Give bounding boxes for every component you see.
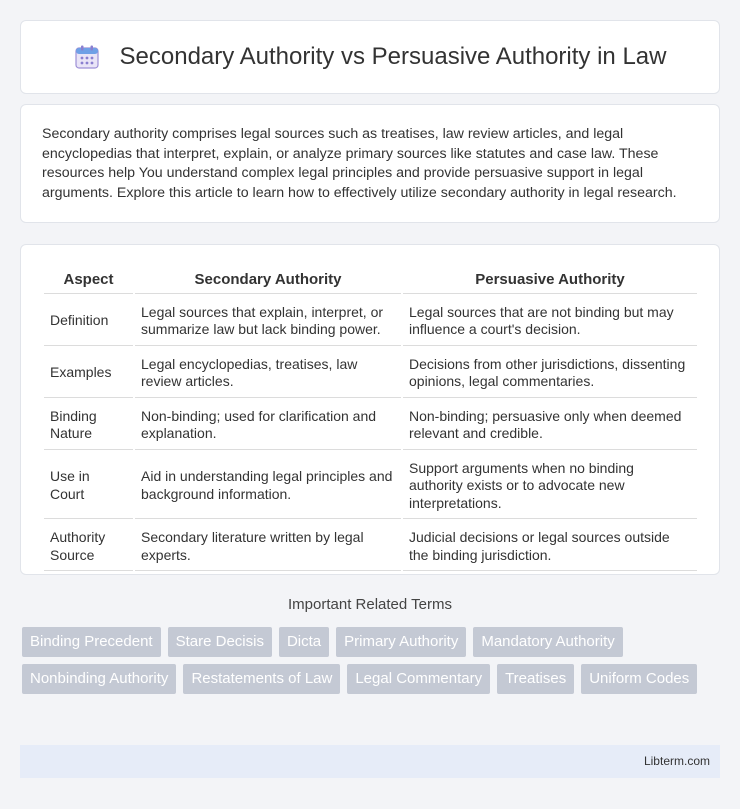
header-card [20,20,720,94]
comparison-table-card [20,244,720,575]
row-aspect: Use in Court [44,452,133,520]
row-secondary: Aid in understanding legal principles and background information. [135,452,401,520]
row-aspect: Binding Nature [44,400,133,450]
related-terms-tags [22,627,722,701]
tag-uniform-codes[interactable]: Uniform Codes [581,664,697,694]
intro-card [20,104,720,223]
row-secondary: Legal sources that explain, interpret, or summarize law but lack binding power. [135,296,401,346]
row-aspect: Examples [44,348,133,398]
table-row [44,400,697,450]
tag-legal-commentary[interactable]: Legal Commentary [347,664,490,694]
tag-dicta[interactable]: Dicta [279,627,329,657]
table-row [44,296,697,346]
row-persuasive: Decisions from other jurisdictions, dissenting opinions, legal commentaries. [403,348,697,398]
row-persuasive: Judicial decisions or legal sources outside the binding jurisdiction. [403,521,697,571]
tag-treatises[interactable]: Treatises [497,664,574,694]
table-row [44,521,697,571]
footer [20,745,720,778]
tag-primary-authority[interactable]: Primary Authority [336,627,466,657]
row-persuasive: Non-binding; persuasive only when deemed relevant and credible. [403,400,697,450]
row-persuasive: Legal sources that are not binding but may influence a court's decision. [403,296,697,346]
page-title: Secondary Authority vs Persuasive Authority in Law [119,43,667,70]
tag-mandatory-authority[interactable]: Mandatory Authority [473,627,622,657]
row-aspect: Authority Source [44,521,133,571]
header-secondary-authority: Secondary Authority [135,267,401,294]
table-header-row [44,267,697,294]
footer-site-link[interactable]: Libterm.com [643,754,710,768]
tag-restatements-of-law[interactable]: Restatements of Law [183,664,340,694]
row-aspect: Definition [44,296,133,346]
tag-stare-decisis[interactable]: Stare Decisis [168,627,272,657]
header-aspect: Aspect [44,267,133,294]
calendar-icon [74,44,100,70]
intro-text: Secondary authority comprises legal sources such as treatises, law review articles, and legal encyclopedias that interpret, explain, or analyze primary sources like statutes and case law. These resources help You understand complex legal principles and provide persuasive support in legal arguments. Explore this article to learn how to effectively utilize secondary authority in legal research. [42,126,677,201]
row-secondary: Legal encyclopedias, treatises, law review articles. [135,348,401,398]
related-terms-title: Important Related Terms [288,596,452,613]
header-persuasive-authority: Persuasive Authority [403,267,697,294]
table-row [44,452,697,520]
comparison-table [42,265,699,573]
tag-nonbinding-authority[interactable]: Nonbinding Authority [22,664,176,694]
table-row [44,348,697,398]
row-secondary: Non-binding; used for clarification and explanation. [135,400,401,450]
row-persuasive: Support arguments when no binding authority exists or to advocate new interpretations. [403,452,697,520]
row-secondary: Secondary literature written by legal experts. [135,521,401,571]
tag-binding-precedent[interactable]: Binding Precedent [22,627,161,657]
